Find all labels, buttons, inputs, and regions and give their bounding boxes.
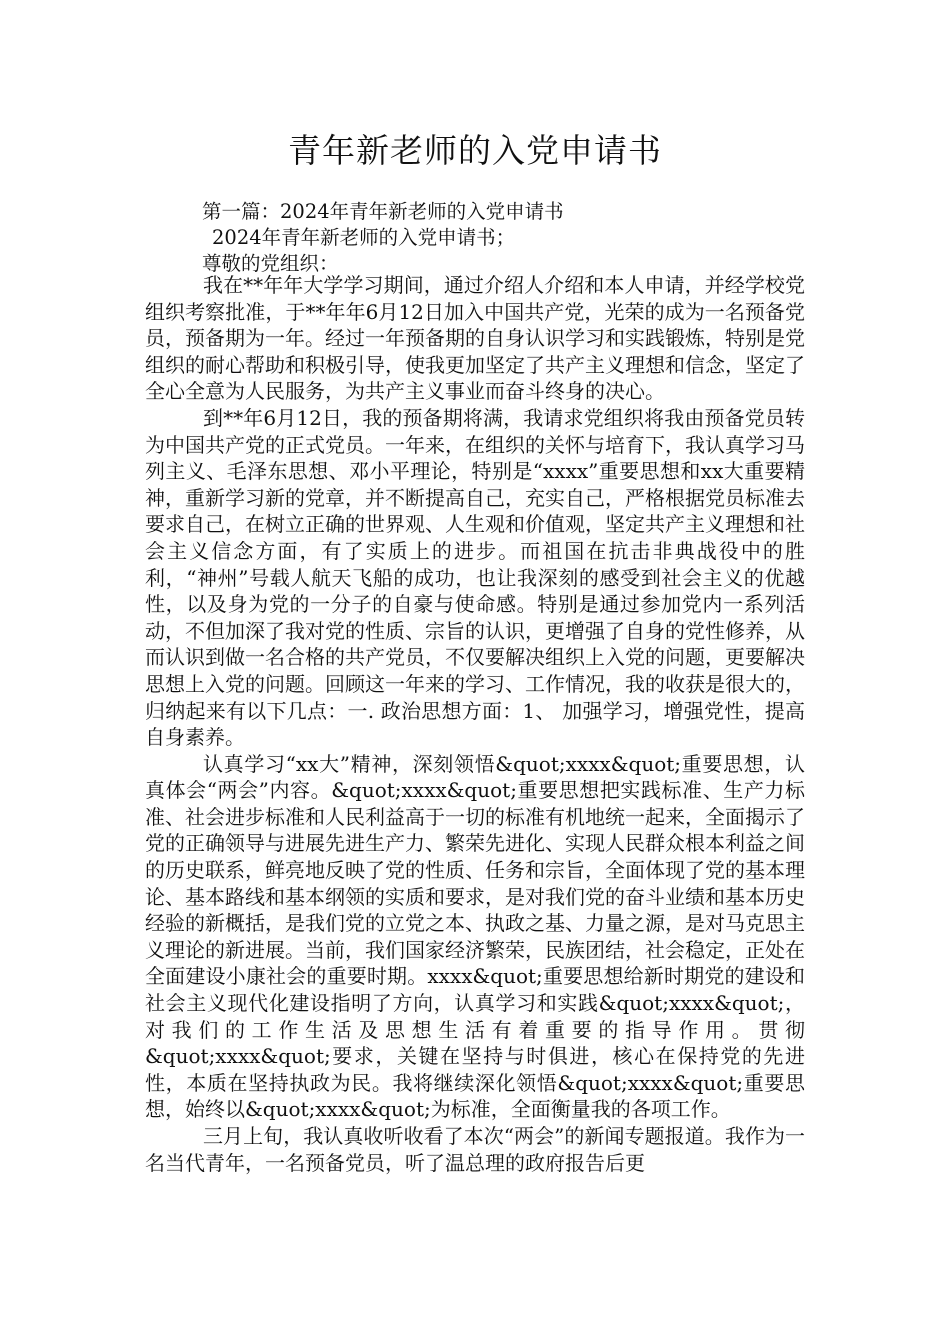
document-title: 青年新老师的入党申请书 (288, 131, 662, 170)
paragraph-3: 认真学习“xx大”精神，深刻领悟&quot;xxxx&quot;重要思想，认真体会“两会”内容。&quot;xxxx&quot;重要思想把实践标准、生产力标准、社会进步标准和人民利益高于一切的标准有机地统一起来，全面揭示了党的正确领导与进展先进生产力、繁荣先进化、实现人民群众根本利益之间的历史联系，鲜亮地反映了党的性质、任务和宗旨，全面体现了党的基本理论、基本路线和基本纲领的实质和要求，是对我们党的奋斗业绩和基本历史经验的新概括，是我们党的立党之本、执政之基、力量之源，是对马克思主义理论的新进展。当前，我们国家经济繁荣，民族团结，社会稳定，正处在全面建设小康社会的重要时期。xxxx&quot;重要思想给新时期党的建设和社会主义现代化建设指明了方向，认真学习和实践&quot;xxxx&quot;，对我们的工作生活及思想生活有着重要的指导作用。贯彻&quot;xxxx&quot;要求，关键在坚持与时俱进，核心在保持党的先进性，本质在坚持执政为民。我将继续深化领悟&quot;xxxx&quot;重要思想，始终以&quot;xxxx&quot;为标准，全面衡量我的各项工作。 (145, 751, 805, 1122)
paragraph-1: 我在**年年大学学习期间，通过介绍人介绍和本人申请，并经学校党组织考察批准，于**年年6月12日加入中国共产党，光荣的成为一名预备党员，预备期为一年。经过一年预备期的自身认识学习和实践锻炼，特别是党组织的耐心帮助和积极引导，使我更加坚定了共产主义理想和信念，坚定了全心全意为人民服务，为共产主义事业而奋斗终身的决心。 (145, 273, 805, 404)
subheading-2: 2024年青年新老师的入党申请书； (212, 226, 516, 249)
paragraph-2: 到**年6月12日，我的预备期将满，我请求党组织将我由预备党员转为中国共产党的正式党员。一年来，在组织的关怀与培育下，我认真学习马列主义、毛泽东思想、邓小平理论，特别是“xxxx”重要思想和xx大重要精神，重新学习新的党章，并不断提高自己，充实自己，严格根据党员标准去要求自己，在树立正确的世界观、人生观和价值观，坚定共产主义理想和社会主义信念方面，有了实质上的进步。而祖国在抗击非典战役中的胜利，“神州”号载人航天飞船的成功，也让我深刻的感受到社会主义的优越性，以及身为党的一分子的自豪与使命感。特别是通过参加党内一系列活动，不但加深了我对党的性质、宗旨的认识，更增强了自身的党性修养，从而认识到做一名合格的共产党员，不仅要解决组织上入党的问题，更要解决思想上入党的问题。回顾这一年来的学习、工作情况，我的收获是很大的，归纳起来有以下几点：一. 政治思想方面：1、 加强学习，增强党性，提高自身素养。 (145, 405, 805, 750)
document-body (145, 272, 805, 1176)
subheading: 第一篇：2024年青年新老师的入党申请书 (202, 200, 564, 223)
salutation: 尊敬的党组织： (202, 252, 339, 275)
paragraph-4: 三月上旬，我认真收听收看了本次“两会”的新闻专题报道。我作为一名当代青年，一名预备党员，听了温总理的政府报告后更 (145, 1124, 805, 1175)
